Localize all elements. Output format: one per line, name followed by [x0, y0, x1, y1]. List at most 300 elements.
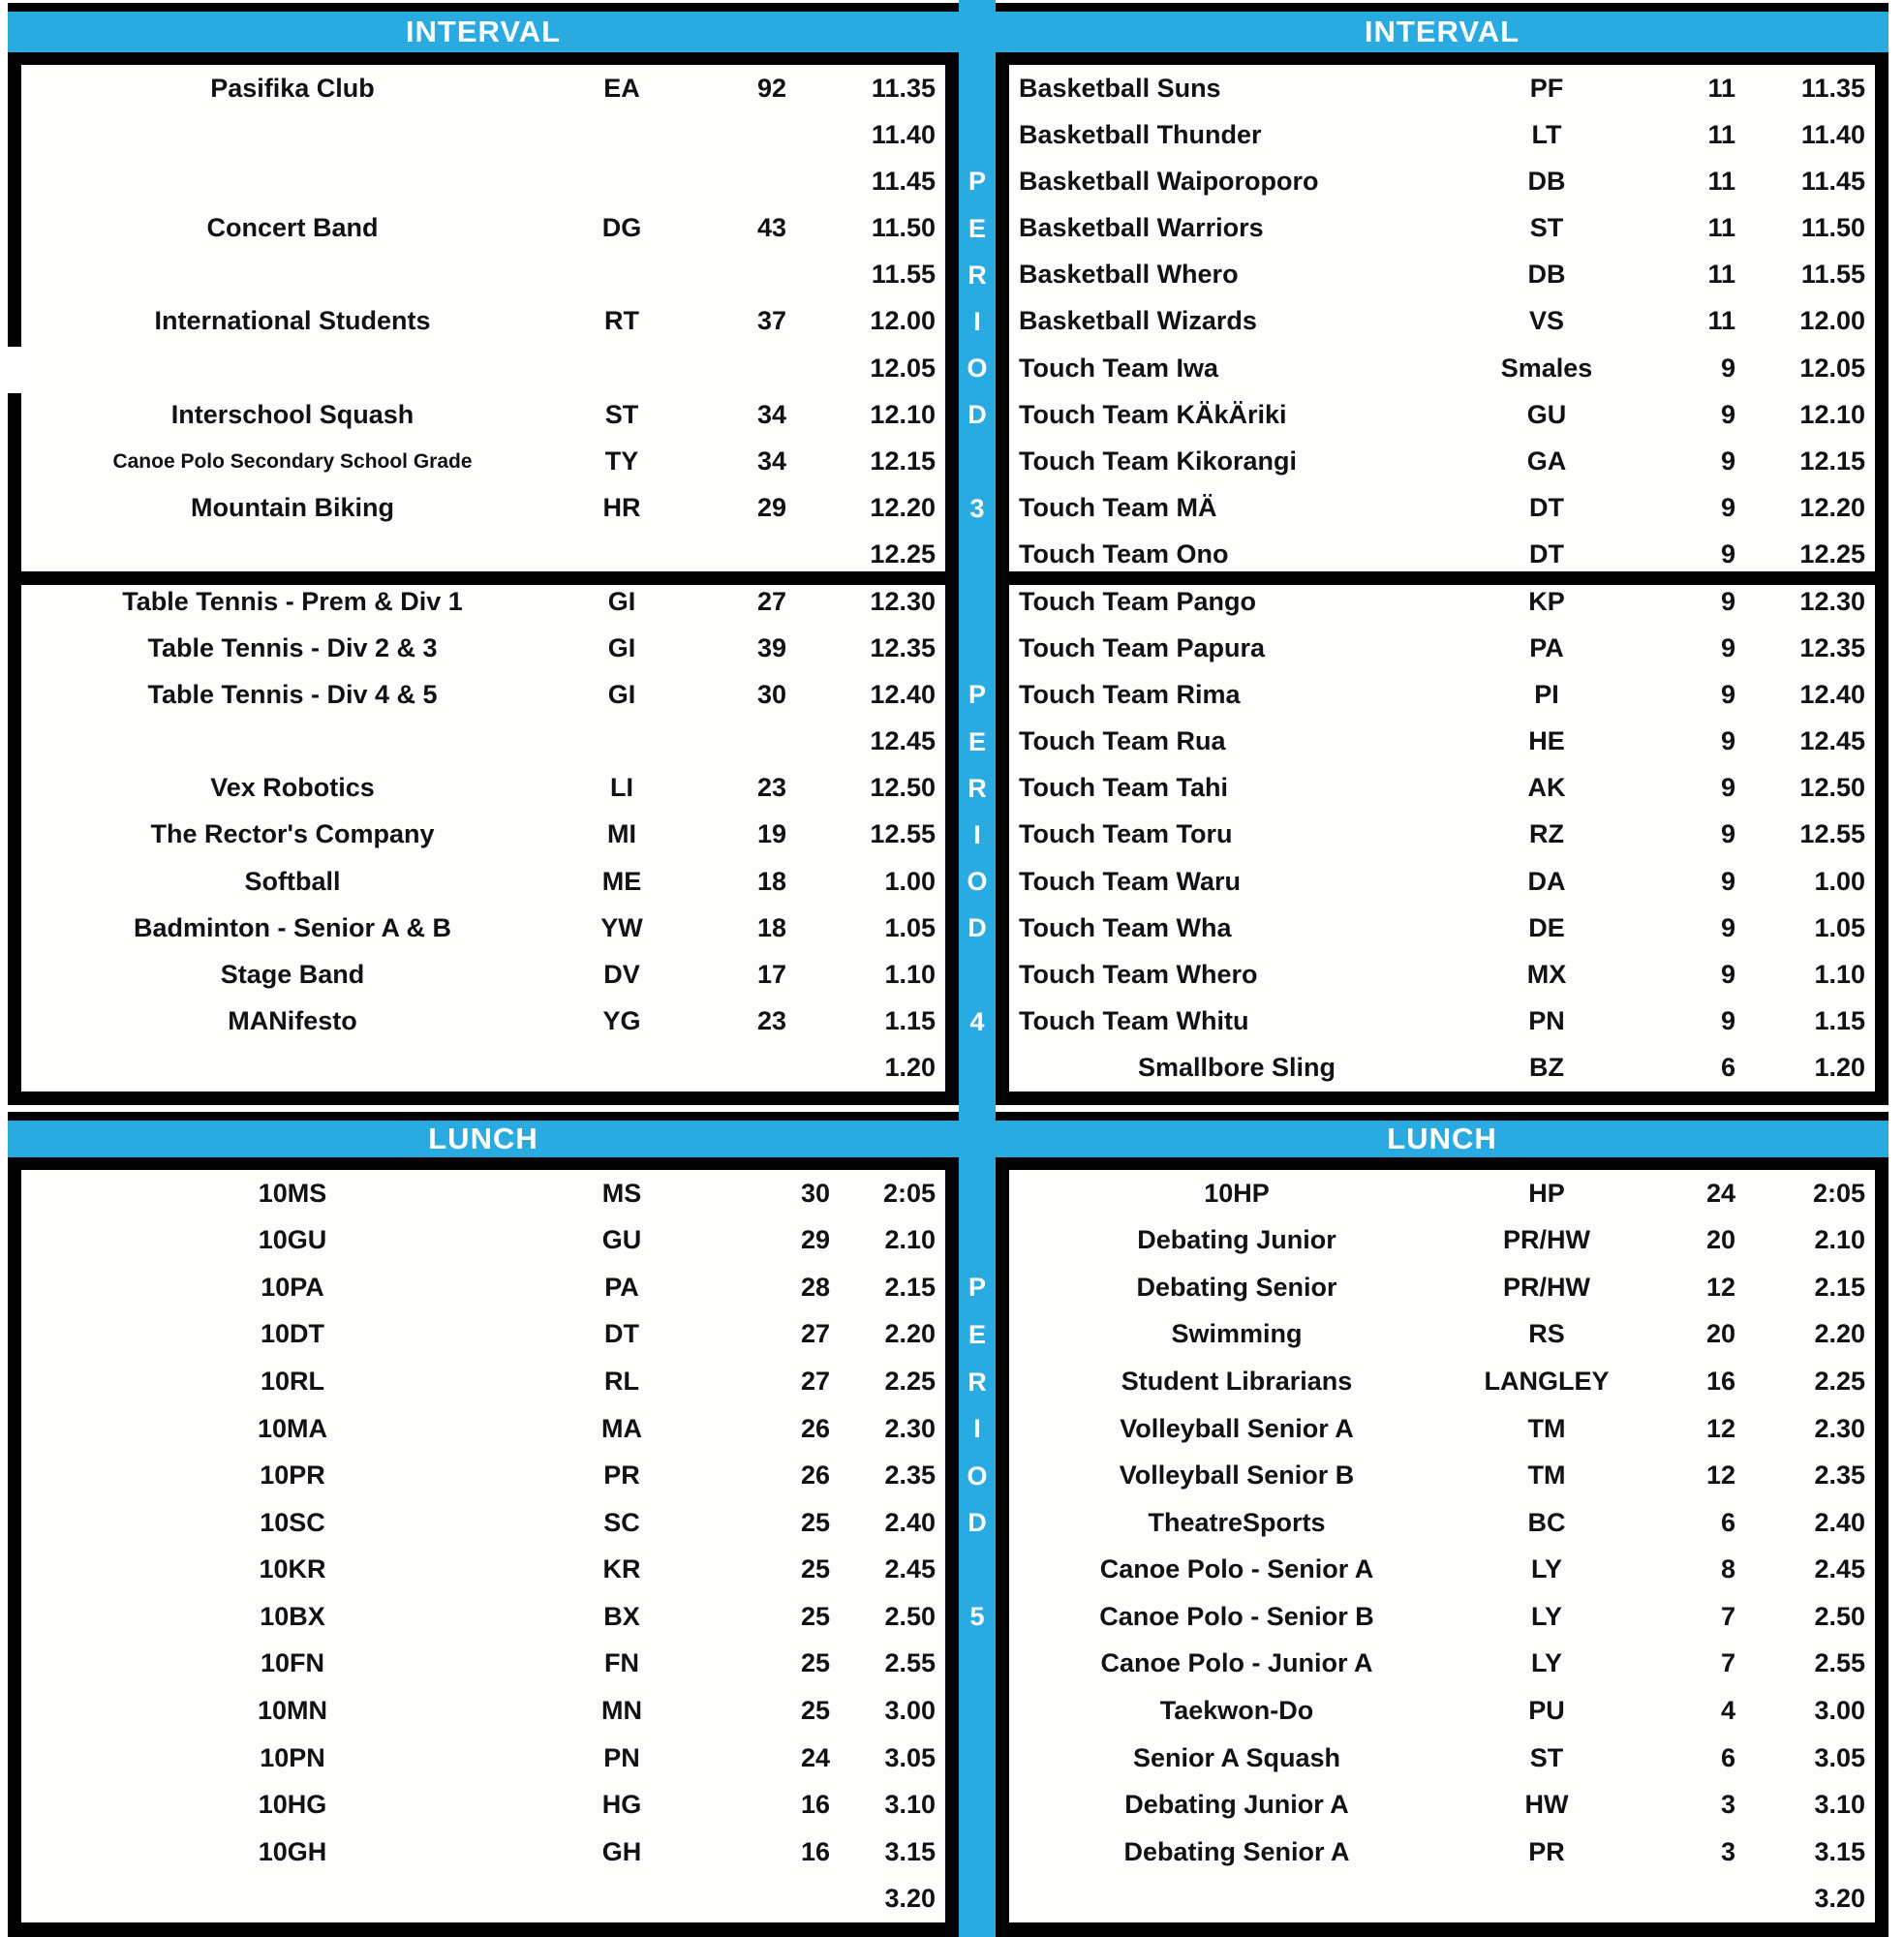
table-top-border — [8, 1112, 959, 1121]
period-letter: I — [973, 307, 981, 336]
period-letter: E — [967, 213, 986, 243]
schedule-row — [8, 1358, 959, 1405]
header-underline — [996, 52, 1889, 65]
schedule-row — [8, 1452, 959, 1499]
cell-count: 9 — [1720, 353, 1735, 383]
period-letter: I — [973, 820, 981, 849]
cell-code: RZ — [1529, 819, 1564, 849]
cell-activity: Touch Team Toru — [1019, 819, 1233, 849]
cell-time: 2.20 — [884, 1319, 936, 1349]
cell-time: 2.50 — [884, 1601, 936, 1631]
cell-activity: Swimming — [1171, 1319, 1303, 1349]
period-letter: P — [967, 680, 986, 710]
cell-time: 12.10 — [1799, 399, 1865, 429]
cell-activity: Student Librarians — [1121, 1367, 1353, 1397]
cell-time: 11.40 — [871, 119, 936, 149]
section-header-label: LUNCH — [428, 1122, 538, 1155]
lunch-right-table — [996, 1112, 1889, 1937]
interval-left-table — [8, 3, 959, 1105]
cell-activity: Canoe Polo - Junior A — [1100, 1648, 1373, 1678]
cell-activity: Touch Team Pango — [1019, 586, 1257, 616]
cell-time: 3.10 — [884, 1790, 936, 1820]
cell-time: 12.00 — [1799, 306, 1865, 336]
cell-code: LY — [1530, 1648, 1563, 1678]
cell-code: MI — [607, 819, 636, 849]
cell-activity: Touch Team Whero — [1019, 960, 1258, 990]
schedule-row — [8, 812, 959, 858]
cell-activity: Touch Team Whitu — [1019, 1006, 1249, 1036]
cell-time: 12.05 — [870, 353, 936, 383]
table-right-border — [945, 1157, 959, 1937]
cell-code: LY — [1530, 1554, 1563, 1584]
cell-count: 18 — [756, 912, 786, 942]
cell-code: PR — [603, 1460, 640, 1491]
cell-code: ST — [1529, 213, 1564, 243]
cell-activity: Canoe Polo - Senior B — [1099, 1601, 1374, 1631]
period-letter: R — [967, 260, 987, 290]
cell-count: 23 — [756, 773, 786, 803]
schedule-row — [996, 158, 1889, 204]
cell-count: 11 — [1707, 306, 1735, 336]
period-letter: E — [967, 1319, 986, 1349]
cell-count: 25 — [800, 1648, 830, 1678]
cell-activity: 10GU — [258, 1225, 327, 1255]
table-bottom-border — [996, 1922, 1889, 1937]
cell-code: BC — [1527, 1507, 1566, 1537]
cell-count: 34 — [756, 446, 786, 477]
cell-activity: Touch Team Rima — [1019, 679, 1241, 709]
cell-count: 12 — [1705, 1272, 1735, 1302]
cell-time: 2.15 — [884, 1272, 936, 1302]
schedule-row — [996, 1735, 1889, 1782]
cell-time: 1.10 — [884, 960, 936, 990]
cell-time: 3.05 — [884, 1742, 936, 1772]
lunch-header-right — [996, 1121, 1889, 1157]
cell-count: 7 — [1720, 1648, 1735, 1678]
cell-count: 30 — [800, 1178, 830, 1208]
schedule-row — [996, 438, 1889, 484]
schedule-row — [996, 719, 1889, 765]
interval-header-right — [996, 12, 1889, 52]
cell-code: ST — [604, 399, 639, 429]
cell-code: PR/HW — [1503, 1272, 1590, 1302]
cell-code: KR — [602, 1554, 641, 1584]
cell-activity: 10PR — [260, 1460, 325, 1491]
cell-count: 6 — [1720, 1507, 1735, 1537]
schedule-row — [8, 1593, 959, 1641]
cell-time: 11.40 — [1800, 119, 1865, 149]
cell-activity: 10SC — [260, 1507, 325, 1537]
cell-count: 25 — [800, 1507, 830, 1537]
schedule-row — [996, 858, 1889, 905]
schedule-row — [8, 111, 959, 158]
cell-activity: Table Tennis - Div 2 & 3 — [147, 632, 438, 662]
header-underline — [8, 1157, 959, 1170]
cell-count: 11 — [1707, 119, 1735, 149]
cell-activity: Mountain Biking — [191, 493, 394, 523]
cell-time: 1.00 — [1814, 866, 1865, 896]
cell-activity: Basketball Waiporoporo — [1019, 166, 1319, 196]
cell-activity: Debating Senior — [1136, 1272, 1337, 1302]
schedule-row — [996, 812, 1889, 858]
cell-count: 30 — [756, 679, 786, 709]
cell-time: 2.25 — [1814, 1367, 1865, 1397]
cell-count: 6 — [1720, 1742, 1735, 1772]
cell-code: TM — [1527, 1460, 1566, 1491]
table-bottom-border — [8, 1922, 959, 1937]
cell-time: 11.35 — [871, 73, 936, 103]
cell-time: 1.00 — [884, 866, 936, 896]
cell-activity: Basketball Wizards — [1019, 306, 1257, 336]
cell-time: 12.35 — [870, 632, 936, 662]
cell-code: DB — [1527, 260, 1566, 290]
cell-code: DT — [1529, 493, 1564, 523]
cell-time: 12.50 — [1799, 773, 1865, 803]
cell-code: PI — [1534, 679, 1559, 709]
cell-code: FN — [604, 1648, 639, 1678]
cell-activity: Softball — [244, 866, 341, 896]
cell-count: 20 — [1705, 1225, 1735, 1255]
period-letter: R — [967, 1367, 987, 1397]
schedule-row — [996, 485, 1889, 532]
cell-time: 2.30 — [1814, 1413, 1865, 1443]
cell-count: 25 — [800, 1695, 830, 1725]
cell-activity: 10PN — [260, 1742, 325, 1772]
schedule-row — [8, 1687, 959, 1735]
schedule-row — [8, 485, 959, 532]
section-divider — [8, 571, 959, 585]
cell-count: 92 — [756, 73, 786, 103]
cell-time: 3.20 — [1814, 1884, 1865, 1914]
cell-count: 19 — [756, 819, 786, 849]
cell-count: 12 — [1705, 1460, 1735, 1491]
cell-time: 12.05 — [1799, 353, 1865, 383]
cell-count: 9 — [1720, 679, 1735, 709]
cell-count: 9 — [1720, 866, 1735, 896]
cell-count: 6 — [1720, 1053, 1735, 1083]
schedule-row — [996, 905, 1889, 951]
left-border-gap — [8, 347, 22, 393]
schedule-row — [996, 1217, 1889, 1265]
schedule-row — [8, 1499, 959, 1547]
cell-count: 29 — [756, 493, 786, 523]
schedule-row — [996, 999, 1889, 1045]
cell-code: DA — [1527, 866, 1566, 896]
cell-count: 27 — [800, 1367, 830, 1397]
cell-time: 12.15 — [1799, 446, 1865, 477]
schedule-row — [8, 858, 959, 905]
cell-count: 9 — [1720, 819, 1735, 849]
cell-time: 2.45 — [1814, 1554, 1865, 1584]
cell-activity: Touch Team Tahi — [1019, 773, 1229, 803]
cell-code: BX — [603, 1601, 640, 1631]
cell-count: 43 — [756, 213, 786, 243]
cell-time: 1.05 — [884, 912, 936, 942]
cell-count: 39 — [756, 632, 786, 662]
cell-time: 12.30 — [870, 586, 936, 616]
cell-time: 3.00 — [1814, 1695, 1865, 1725]
schedule-row — [996, 298, 1889, 345]
schedule-row — [996, 1593, 1889, 1641]
cell-count: 9 — [1720, 539, 1735, 569]
cell-activity: Debating Senior A — [1123, 1836, 1350, 1866]
cell-activity: Smallbore Sling — [1137, 1053, 1336, 1083]
cell-activity: TheatreSports — [1148, 1507, 1326, 1537]
cell-count: 11 — [1707, 166, 1735, 196]
cell-code: GU — [601, 1225, 642, 1255]
schedule-row — [8, 1170, 959, 1217]
schedule-row — [8, 625, 959, 671]
schedule-row — [996, 1170, 1889, 1217]
table-left-border — [996, 1157, 1009, 1937]
cell-time: 12.20 — [870, 493, 936, 523]
cell-time: 2.40 — [1814, 1507, 1865, 1537]
cell-time: 12.20 — [1799, 493, 1865, 523]
cell-time: 11.45 — [871, 166, 936, 196]
schedule-row — [8, 298, 959, 345]
cell-count: 9 — [1720, 586, 1735, 616]
lunch-left-table — [8, 1112, 959, 1937]
cell-time: 11.50 — [871, 213, 936, 243]
schedule-row — [996, 625, 1889, 671]
schedule-row — [8, 1547, 959, 1594]
schedule-row — [8, 765, 959, 812]
cell-count: 25 — [800, 1554, 830, 1584]
schedule-row — [8, 578, 959, 625]
cell-code: MN — [601, 1695, 642, 1725]
cell-time: 1.20 — [884, 1053, 936, 1083]
cell-time: 11.45 — [1800, 166, 1865, 196]
cell-code: DE — [1528, 912, 1565, 942]
cell-activity: 10PA — [261, 1272, 324, 1302]
schedule-row — [996, 1358, 1889, 1405]
cell-activity: Canoe Polo - Senior A — [1099, 1554, 1374, 1584]
cell-code: GI — [607, 679, 636, 709]
schedule-row — [996, 1781, 1889, 1829]
cell-activity: Badminton - Senior A & B — [134, 912, 451, 942]
cell-activity: Touch Team Ono — [1019, 539, 1229, 569]
cell-activity: Touch Team MÄ — [1019, 493, 1217, 523]
period-letter: R — [967, 773, 987, 803]
schedule-row — [996, 1045, 1889, 1091]
cell-time: 12.15 — [870, 446, 936, 477]
cell-code: DV — [603, 960, 640, 990]
lunch-left-rows — [8, 1170, 959, 1922]
cell-time: 2.25 — [884, 1367, 936, 1397]
cell-time: 12.55 — [870, 819, 936, 849]
cell-activity: MANifesto — [228, 1006, 357, 1036]
cell-time: 1.15 — [1814, 1006, 1865, 1036]
cell-time: 12.25 — [870, 539, 936, 569]
cell-count: 9 — [1720, 912, 1735, 942]
cell-time: 3.15 — [884, 1836, 936, 1866]
cell-activity: 10MS — [258, 1178, 327, 1208]
cell-code: HP — [1528, 1178, 1565, 1208]
cell-code: ME — [601, 866, 642, 896]
schedule-row — [996, 1264, 1889, 1311]
cell-count: 9 — [1720, 773, 1735, 803]
lunch-header-left — [8, 1121, 959, 1157]
cell-activity: The Rector's Company — [150, 819, 435, 849]
schedule-row — [8, 391, 959, 438]
cell-count: 23 — [756, 1006, 786, 1036]
cell-activity: Stage Band — [220, 960, 365, 990]
cell-activity: Debating Junior — [1137, 1225, 1336, 1255]
schedule-row — [996, 1311, 1889, 1359]
cell-count: 18 — [756, 866, 786, 896]
cell-activity: 10HG — [258, 1790, 327, 1820]
schedule-row — [996, 205, 1889, 252]
cell-time: 12.45 — [870, 726, 936, 756]
cell-count: 27 — [800, 1319, 830, 1349]
cell-time: 11.50 — [1800, 213, 1865, 243]
schedule-row — [8, 1217, 959, 1265]
cell-count: 16 — [800, 1836, 830, 1866]
cell-code: GI — [607, 586, 636, 616]
cell-code: PU — [1528, 1695, 1565, 1725]
cell-code: VS — [1528, 306, 1565, 336]
schedule-row — [8, 1405, 959, 1453]
cell-time: 2.10 — [1814, 1225, 1865, 1255]
cell-code: RS — [1528, 1319, 1565, 1349]
schedule-row — [996, 1875, 1889, 1922]
schedule-row — [8, 905, 959, 951]
cell-count: 11 — [1707, 73, 1735, 103]
cell-activity: 10BX — [260, 1601, 325, 1631]
section-divider — [996, 571, 1889, 585]
cell-activity: Touch Team Waru — [1019, 866, 1242, 896]
schedule-row — [996, 1405, 1889, 1453]
schedule-row — [996, 671, 1889, 718]
cell-count: 8 — [1720, 1554, 1735, 1584]
cell-time: 12.50 — [870, 773, 936, 803]
cell-count: 26 — [800, 1460, 830, 1491]
cell-code: LT — [1531, 119, 1562, 149]
cell-code: ST — [1529, 1742, 1564, 1772]
schedule-row — [996, 1687, 1889, 1735]
cell-code: PN — [603, 1742, 640, 1772]
cell-activity: Taekwon-Do — [1159, 1695, 1314, 1725]
cell-count: 11 — [1707, 260, 1735, 290]
period-letter: D — [967, 1508, 987, 1538]
cell-count: 3 — [1720, 1836, 1735, 1866]
cell-code: MA — [601, 1413, 642, 1443]
table-top-border — [8, 3, 959, 12]
cell-code: AK — [1527, 773, 1566, 803]
cell-code: SC — [603, 1507, 640, 1537]
cell-code: PR — [1528, 1836, 1565, 1866]
cell-code: GA — [1526, 446, 1567, 477]
cell-time: 2.45 — [884, 1554, 936, 1584]
cell-activity: 10KR — [259, 1554, 326, 1584]
cell-activity: Volleyball Senior B — [1119, 1460, 1355, 1491]
cell-time: 2.35 — [1814, 1460, 1865, 1491]
schedule-row — [8, 345, 959, 391]
schedule-row — [996, 391, 1889, 438]
cell-activity: 10RL — [260, 1367, 325, 1397]
cell-activity: Basketball Suns — [1019, 73, 1221, 103]
cell-time: 2.20 — [1814, 1319, 1865, 1349]
schedule-row — [8, 65, 959, 111]
cell-time: 12.00 — [870, 306, 936, 336]
schedule-row — [8, 1045, 959, 1091]
period-number: 4 — [969, 1006, 985, 1036]
cell-code: MS — [601, 1178, 642, 1208]
cell-count: 7 — [1720, 1601, 1735, 1631]
cell-activity: Basketball Whero — [1019, 260, 1239, 290]
cell-time: 12.55 — [1799, 819, 1865, 849]
cell-time: 2.55 — [1814, 1648, 1865, 1678]
schedule-row — [8, 1829, 959, 1876]
cell-time: 2.55 — [884, 1648, 936, 1678]
schedule-row — [8, 1875, 959, 1922]
cell-count: 24 — [1705, 1178, 1735, 1208]
cell-time: 3.00 — [884, 1695, 936, 1725]
period-letter: P — [967, 1273, 986, 1303]
cell-count: 9 — [1720, 446, 1735, 477]
period-number: 3 — [969, 493, 985, 523]
table-top-border — [996, 3, 1889, 12]
cell-time: 11.35 — [1800, 73, 1865, 103]
cell-code: Smales — [1500, 353, 1593, 383]
cell-code: PR/HW — [1503, 1225, 1590, 1255]
cell-count: 9 — [1720, 493, 1735, 523]
schedule-row — [996, 1829, 1889, 1876]
cell-time: 12.40 — [870, 679, 936, 709]
period-strip — [959, 0, 996, 1937]
schedule-row — [996, 578, 1889, 625]
cell-time: 11.55 — [1800, 260, 1865, 290]
cell-code: YG — [602, 1006, 641, 1036]
cell-activity: Interschool Squash — [170, 399, 415, 429]
period-letter: D — [967, 913, 987, 943]
period-letter: O — [967, 867, 988, 897]
schedule-row — [8, 252, 959, 298]
cell-code: DT — [604, 1319, 639, 1349]
schedule-row — [8, 951, 959, 998]
schedule-row — [996, 765, 1889, 812]
table-bottom-border — [996, 1091, 1889, 1105]
schedule-row — [8, 1781, 959, 1829]
cell-count: 16 — [1705, 1367, 1735, 1397]
cell-time: 1.15 — [884, 1006, 936, 1036]
table-left-border — [8, 1157, 21, 1937]
section-header-label: LUNCH — [1387, 1122, 1497, 1155]
cell-count: 12 — [1705, 1413, 1735, 1443]
cell-code: PN — [1528, 1006, 1565, 1036]
schedule-row — [996, 111, 1889, 158]
cell-time: 3.15 — [1814, 1836, 1865, 1866]
cell-code: TM — [1527, 1413, 1566, 1443]
period-number: 5 — [969, 1602, 985, 1632]
cell-count: 9 — [1720, 960, 1735, 990]
cell-activity: International Students — [154, 306, 431, 336]
schedule-row — [996, 345, 1889, 391]
schedule-row — [996, 65, 1889, 111]
cell-count: 28 — [800, 1272, 830, 1302]
cell-activity: Vex Robotics — [210, 773, 375, 803]
cell-count: 9 — [1720, 399, 1735, 429]
cell-activity: Touch Team Wha — [1019, 912, 1232, 942]
cell-code: GU — [1526, 399, 1567, 429]
cell-time: 2.50 — [1814, 1601, 1865, 1631]
cell-code: HE — [1528, 726, 1565, 756]
cell-code: LANGLEY — [1484, 1367, 1610, 1397]
cell-count: 25 — [800, 1601, 830, 1631]
schedule-row — [8, 671, 959, 718]
cell-time: 1.20 — [1814, 1053, 1865, 1083]
cell-code: LI — [610, 773, 633, 803]
